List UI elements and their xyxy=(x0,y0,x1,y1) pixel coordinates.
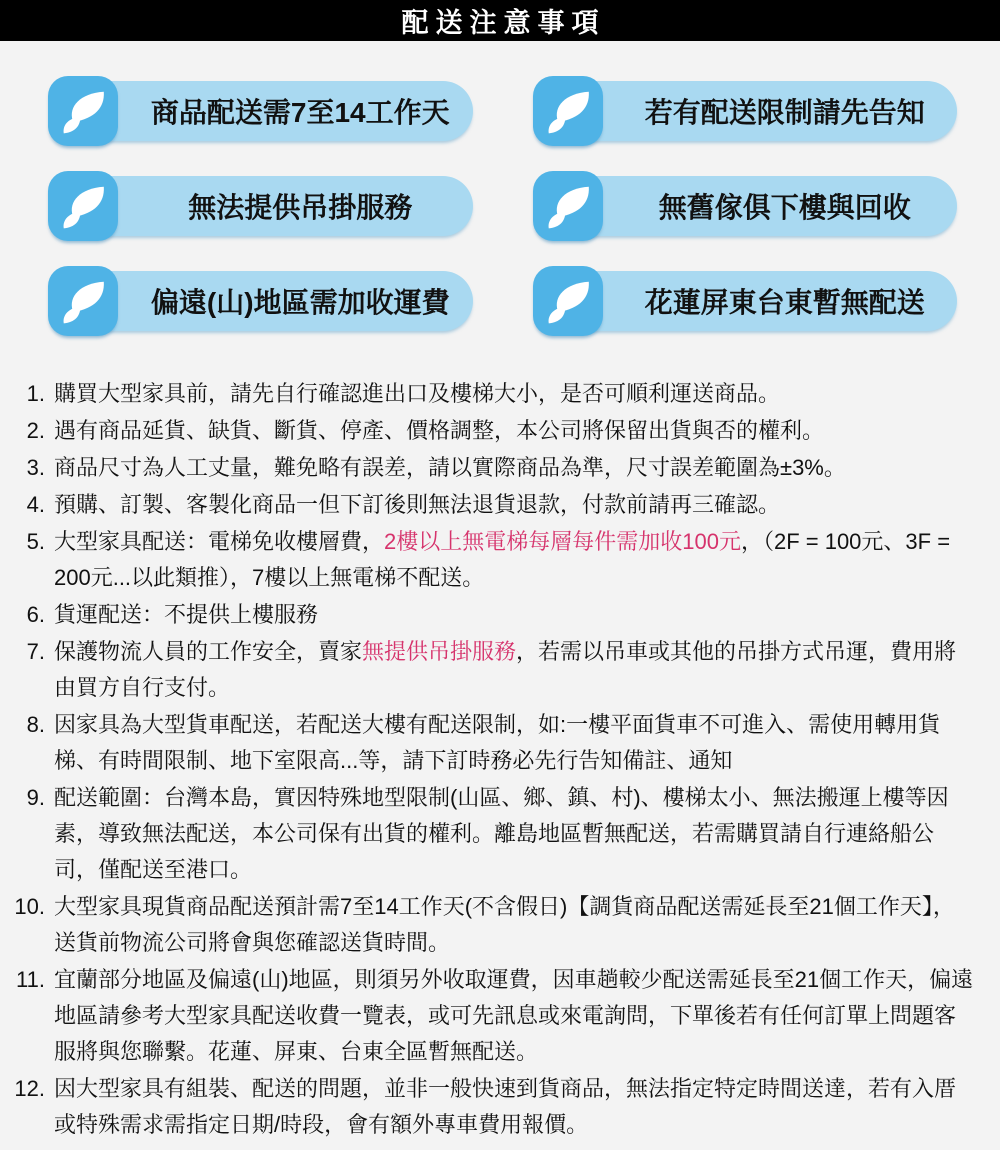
note-text: 商品尺寸為人工丈量，難免略有誤差，請以實際商品為準，尺寸誤差範圍為±3%。 xyxy=(54,455,846,480)
note-number: 3. xyxy=(26,455,45,480)
note-item-11 xyxy=(0,962,986,1070)
note-text: 配送範圍：台灣本島，實因特殊地型限制(山區、鄉、鎮、村)、樓梯太小、無法搬運上樓等因素，導致無法配送，本公司保有出貨的權利。離島地區暫無配送，若需購買請自行連絡船公司，僅配送至港口。 xyxy=(54,785,949,882)
note-text: 大型家具現貨商品配送預計需7至14工作天(不含假日)【調貨商品配送需延長至21個工作天】，送貨前物流公司將會與您確認送貨時間。 xyxy=(54,894,955,955)
notes-list xyxy=(0,358,1000,1143)
note-item-9 xyxy=(0,780,986,888)
note-number: 6. xyxy=(26,602,45,627)
header-bar xyxy=(0,0,1000,41)
note-item-6 xyxy=(0,597,986,633)
leaf-icon xyxy=(48,76,118,146)
badge-label: 若有配送限制請先告知 xyxy=(547,81,958,141)
note-text: 遇有商品延貨、缺貨、斷貨、停產、價格調整，本公司將保留出貨與否的權利。 xyxy=(54,418,825,443)
badge-label: 商品配送需7至14工作天 xyxy=(62,81,473,141)
leaf-icon xyxy=(533,76,603,146)
note-item-12 xyxy=(0,1071,986,1143)
badge-restriction-notice xyxy=(533,76,958,146)
note-number: 9. xyxy=(26,785,45,810)
note-item-1 xyxy=(0,376,986,412)
badge-label: 無舊傢俱下樓與回收 xyxy=(547,176,958,236)
badge-label: 無法提供吊掛服務 xyxy=(62,176,473,236)
note-number: 1. xyxy=(26,381,45,406)
highlighted-text: 2樓以上無電梯每層每件需加收100元 xyxy=(384,529,741,554)
badge-no-hoisting xyxy=(48,171,473,241)
note-item-5 xyxy=(0,524,986,596)
note-text: 因家具為大型貨車配送，若配送大樓有配送限制，如:一樓平面貨車不可進入、需使用轉用貨梯、有時間限制、地下室限高...等，請下訂時務必先行告知備註、通知 xyxy=(54,712,941,773)
badges-grid xyxy=(0,41,1000,358)
note-number: 11. xyxy=(16,967,45,992)
note-item-10 xyxy=(0,889,986,961)
note-text: 大型家具配送：電梯免收樓層費，2樓以上無電梯每層每件需加收100元，（2F = 100元、3F = 200元...以此類推），7樓以上無電梯不配送。 xyxy=(54,529,951,590)
badge-remote-surcharge xyxy=(48,266,473,336)
highlighted-text: 無提供吊掛服務 xyxy=(362,639,517,664)
note-text: 貨運配送：不提供上樓服務 xyxy=(54,602,319,627)
note-item-3 xyxy=(0,450,986,486)
note-number: 7. xyxy=(26,639,45,664)
note-number: 5. xyxy=(26,529,45,554)
badge-no-delivery-areas xyxy=(533,266,958,336)
note-number: 8. xyxy=(26,712,45,737)
note-number: 12. xyxy=(14,1076,45,1101)
badge-no-removal xyxy=(533,171,958,241)
note-number: 2. xyxy=(26,418,45,443)
note-text: 購買大型家具前，請先自行確認進出口及樓梯大小，是否可順利運送商品。 xyxy=(54,381,781,406)
note-item-8 xyxy=(0,707,986,779)
note-number: 4. xyxy=(26,492,45,517)
badge-label: 偏遠(山)地區需加收運費 xyxy=(62,271,473,331)
note-item-2 xyxy=(0,413,986,449)
badge-delivery-time xyxy=(48,76,473,146)
note-text: 預購、訂製、客製化商品一但下訂後則無法退貨退款，付款前請再三確認。 xyxy=(54,492,781,517)
note-item-4 xyxy=(0,487,986,523)
note-item-7 xyxy=(0,634,986,706)
leaf-icon xyxy=(48,171,118,241)
note-number: 10. xyxy=(14,894,45,919)
note-text: 因大型家具有組裝、配送的問題，並非一般快速到貨商品，無法指定特定時間送達，若有入厝或特殊需求需指定日期/時段，會有額外專車費用報價。 xyxy=(54,1076,957,1137)
note-text: 宜蘭部分地區及偏遠(山)地區，則須另外收取運費，因車趟較少配送需延長至21個工作天，偏遠地區請參考大型家具配送收費一覽表，或可先訊息或來電詢問，下單後若有任何訂單上問題客服將與您聯繫。花蓮、屏東、台東全區暫無配送。 xyxy=(54,967,974,1064)
leaf-icon xyxy=(533,171,603,241)
badge-label: 花蓮屏東台東暫無配送 xyxy=(547,271,958,331)
page-title: 配送注意事項 xyxy=(401,8,606,38)
leaf-icon xyxy=(533,266,603,336)
leaf-icon xyxy=(48,266,118,336)
note-text: 保護物流人員的工作安全，賣家無提供吊掛服務，若需以吊車或其他的吊掛方式吊運，費用將由買方自行支付。 xyxy=(54,639,957,700)
